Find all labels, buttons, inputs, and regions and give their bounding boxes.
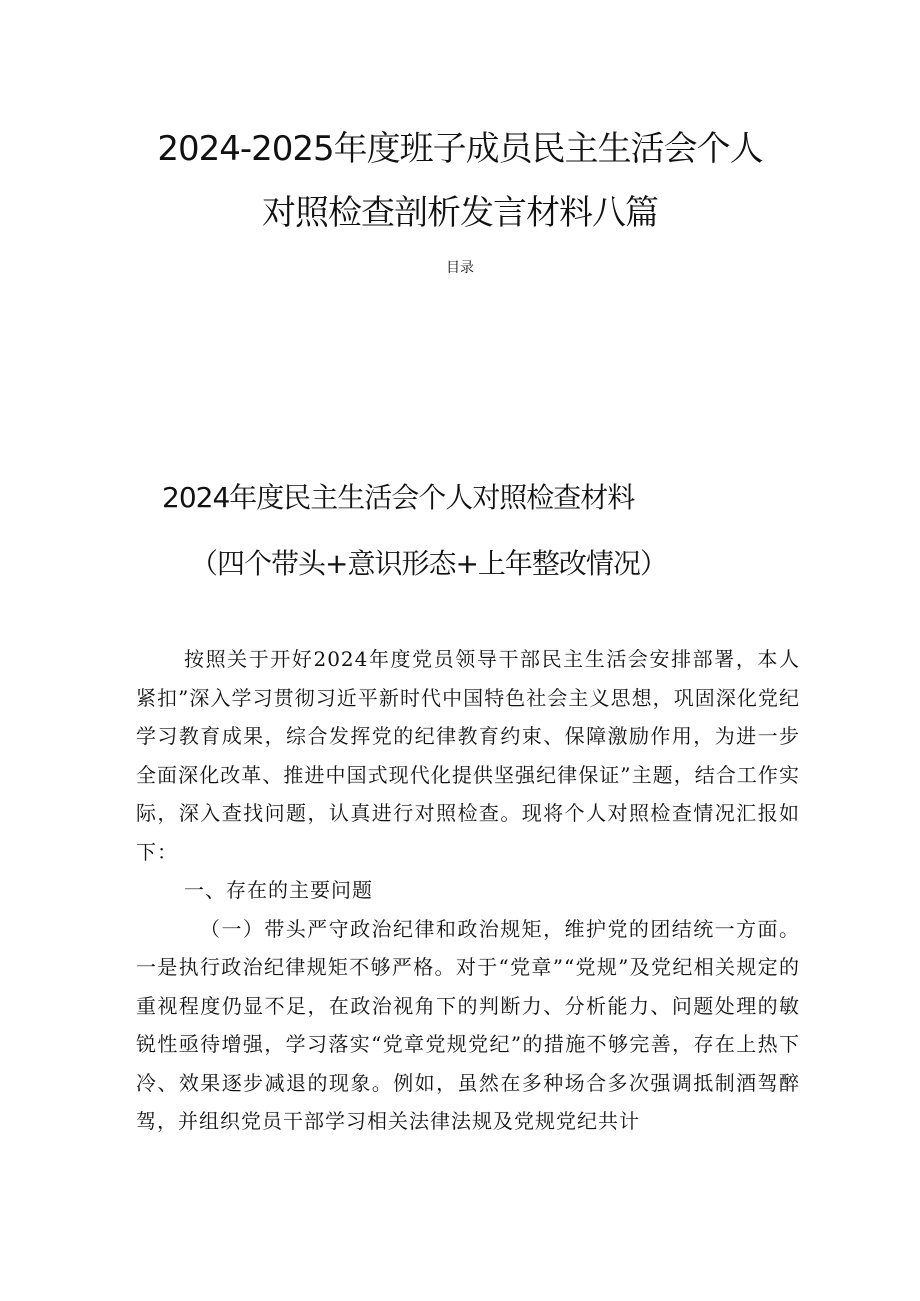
problem-paragraph-1: （一）带头严守政治纪律和政治规矩，维护党的团结统一方面。一是执行政治纪律规矩不够严格。对于“党章”“党规”及党纪相关规定的重视程度仍显不足，在政治视角下的判断力、分析能力、问题处理的敏锐性亟待增强，学习落实“党章党规党纪”的措施不够完善，存在上热下冷、效果逐步减退的现象。例如，虽然在多种场合多次强调抵制酒驾醉驾，并组织党员干部学习相关法律法规及党规党纪共计 bbox=[136, 916, 800, 1133]
document-title-line-1: 2024-2025年度班子成员民主生活会个人 bbox=[157, 129, 763, 169]
document-title-line-2: 对照检查剖析发言材料八篇 bbox=[262, 193, 658, 233]
section-title-line-1: 2024年度民主生活会个人对照检查材料 bbox=[162, 481, 635, 514]
table-of-contents-label: 目录 bbox=[446, 260, 474, 276]
intro-paragraph: 按照关于开好2024年度党员领导干部民主生活会安排部署，本人紧扣”深入学习贯彻习近平新时代中国特色社会主义思想，巩固深化党纪学习教育成果，综合发挥党的纪律教育约束、保障激励作用，为进一步全面深化改革、推进中国式现代化提供坚强纪律保证”主题，结合工作实际，深入查找问题，认真进行对照检查。现将个人对照检查情况汇报如下： bbox=[136, 647, 800, 864]
document-body bbox=[136, 640, 800, 1141]
heading-main-problems: 一、存在的主要问题 bbox=[184, 878, 373, 902]
section-title-line-2: （四个带头+意识形态+上年整改情况） bbox=[190, 547, 667, 580]
